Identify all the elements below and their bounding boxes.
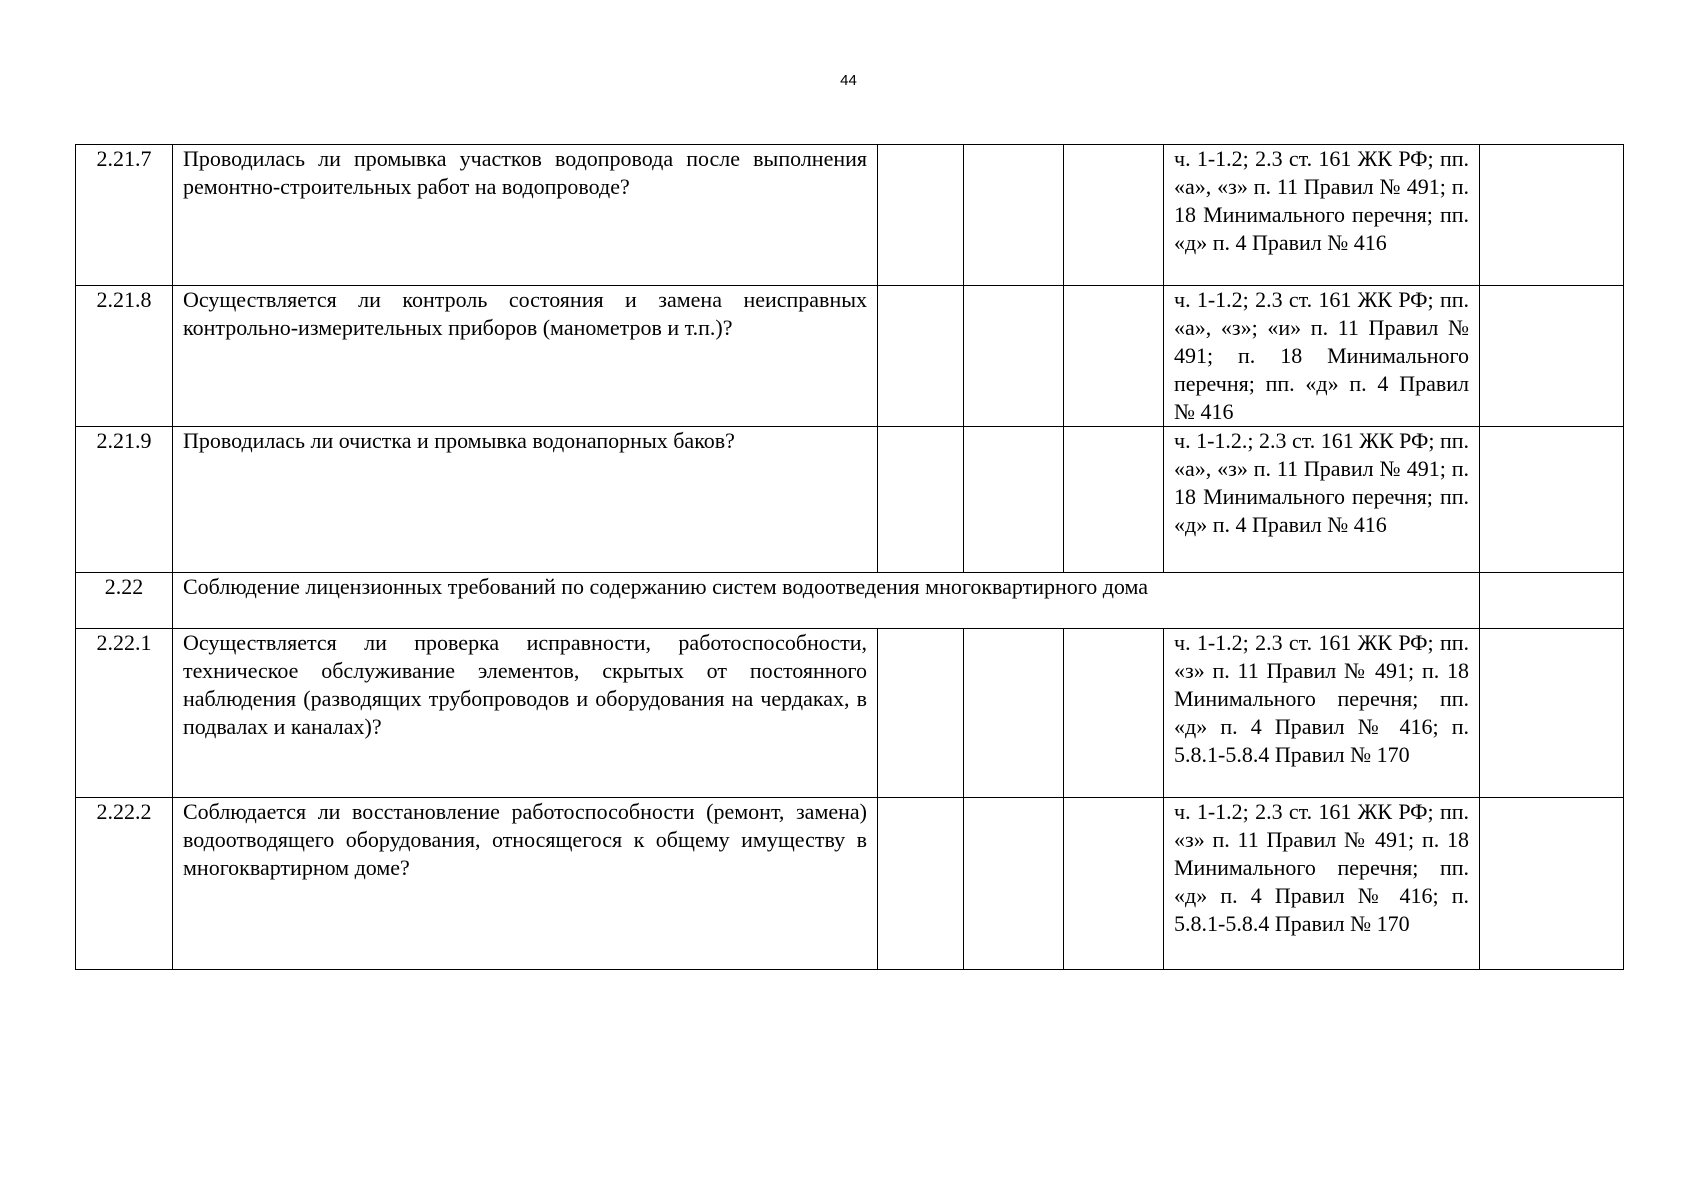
answer-na-cell [1064,427,1164,573]
answer-yes-cell [878,798,964,970]
legal-basis: ч. 1-1.2; 2.3 ст. 161 ЖК РФ; пп. «а», «з»; «и» п. 11 Правил № 491; п. 18 Минимального перечня; пп. «д» п. 4 Правил № 416 [1164,286,1480,427]
legal-basis: ч. 1-1.2; 2.3 ст. 161 ЖК РФ; пп. «з» п. 11 Правил № 491; п. 18 Минимального перечня; пп. «д» п. 4 Правил № 416; п. 5.8.1-5.8.4 Правил № 170 [1164,798,1480,970]
item-number: 2.21.7 [76,145,173,286]
answer-na-cell [1064,286,1164,427]
note-cell [1480,145,1624,286]
item-number: 2.22.1 [76,629,173,798]
section-header-row [76,573,1624,629]
section-title: Соблюдение лицензионных требований по содержанию систем водоотведения многоквартирного дома [173,573,1480,629]
question-text: Проводилась ли промывка участков водопровода после выполнения ремонтно-строительных работ на водопроводе? [173,145,878,286]
answer-no-cell [964,286,1064,427]
note-cell [1480,573,1624,629]
note-cell [1480,286,1624,427]
table-row [76,798,1624,970]
question-text: Осуществляется ли контроль состояния и замена неисправных контрольно-измерительных приборов (манометров и т.п.)? [173,286,878,427]
question-text: Осуществляется ли проверка исправности, работоспособности, техническое обслуживание элементов, скрытых от постоянного наблюдения (разводящих трубопроводов и оборудования на чердаках, в подвалах и каналах)? [173,629,878,798]
checklist-table [75,144,1624,970]
item-number: 2.21.8 [76,286,173,427]
item-number: 2.22.2 [76,798,173,970]
legal-basis: ч. 1-1.2; 2.3 ст. 161 ЖК РФ; пп. «а», «з» п. 11 Правил № 491; п. 18 Минимального перечня; пп. «д» п. 4 Правил № 416 [1164,145,1480,286]
question-text: Соблюдается ли восстановление работоспособности (ремонт, замена) водоотводящего оборудования, относящегося к общему имуществу в многоквартирном доме? [173,798,878,970]
table-row [76,629,1624,798]
section-number: 2.22 [76,573,173,629]
note-cell [1480,629,1624,798]
answer-na-cell [1064,629,1164,798]
table-row [76,145,1624,286]
legal-basis: ч. 1-1.2; 2.3 ст. 161 ЖК РФ; пп. «з» п. 11 Правил № 491; п. 18 Минимального перечня; пп. «д» п. 4 Правил № 416; п. 5.8.1-5.8.4 Правил № 170 [1164,629,1480,798]
table-row [76,427,1624,573]
table-row [76,286,1624,427]
page-number: 44 [840,72,857,89]
answer-no-cell [964,427,1064,573]
legal-basis: ч. 1-1.2.; 2.3 ст. 161 ЖК РФ; пп. «а», «з» п. 11 Правил № 491; п. 18 Минимального перечня; пп. «д» п. 4 Правил № 416 [1164,427,1480,573]
answer-yes-cell [878,427,964,573]
answer-yes-cell [878,629,964,798]
note-cell [1480,798,1624,970]
answer-yes-cell [878,145,964,286]
answer-no-cell [964,798,1064,970]
note-cell [1480,427,1624,573]
answer-no-cell [964,629,1064,798]
item-number: 2.21.9 [76,427,173,573]
answer-no-cell [964,145,1064,286]
answer-na-cell [1064,145,1164,286]
answer-yes-cell [878,286,964,427]
answer-na-cell [1064,798,1164,970]
question-text: Проводилась ли очистка и промывка водонапорных баков? [173,427,878,573]
